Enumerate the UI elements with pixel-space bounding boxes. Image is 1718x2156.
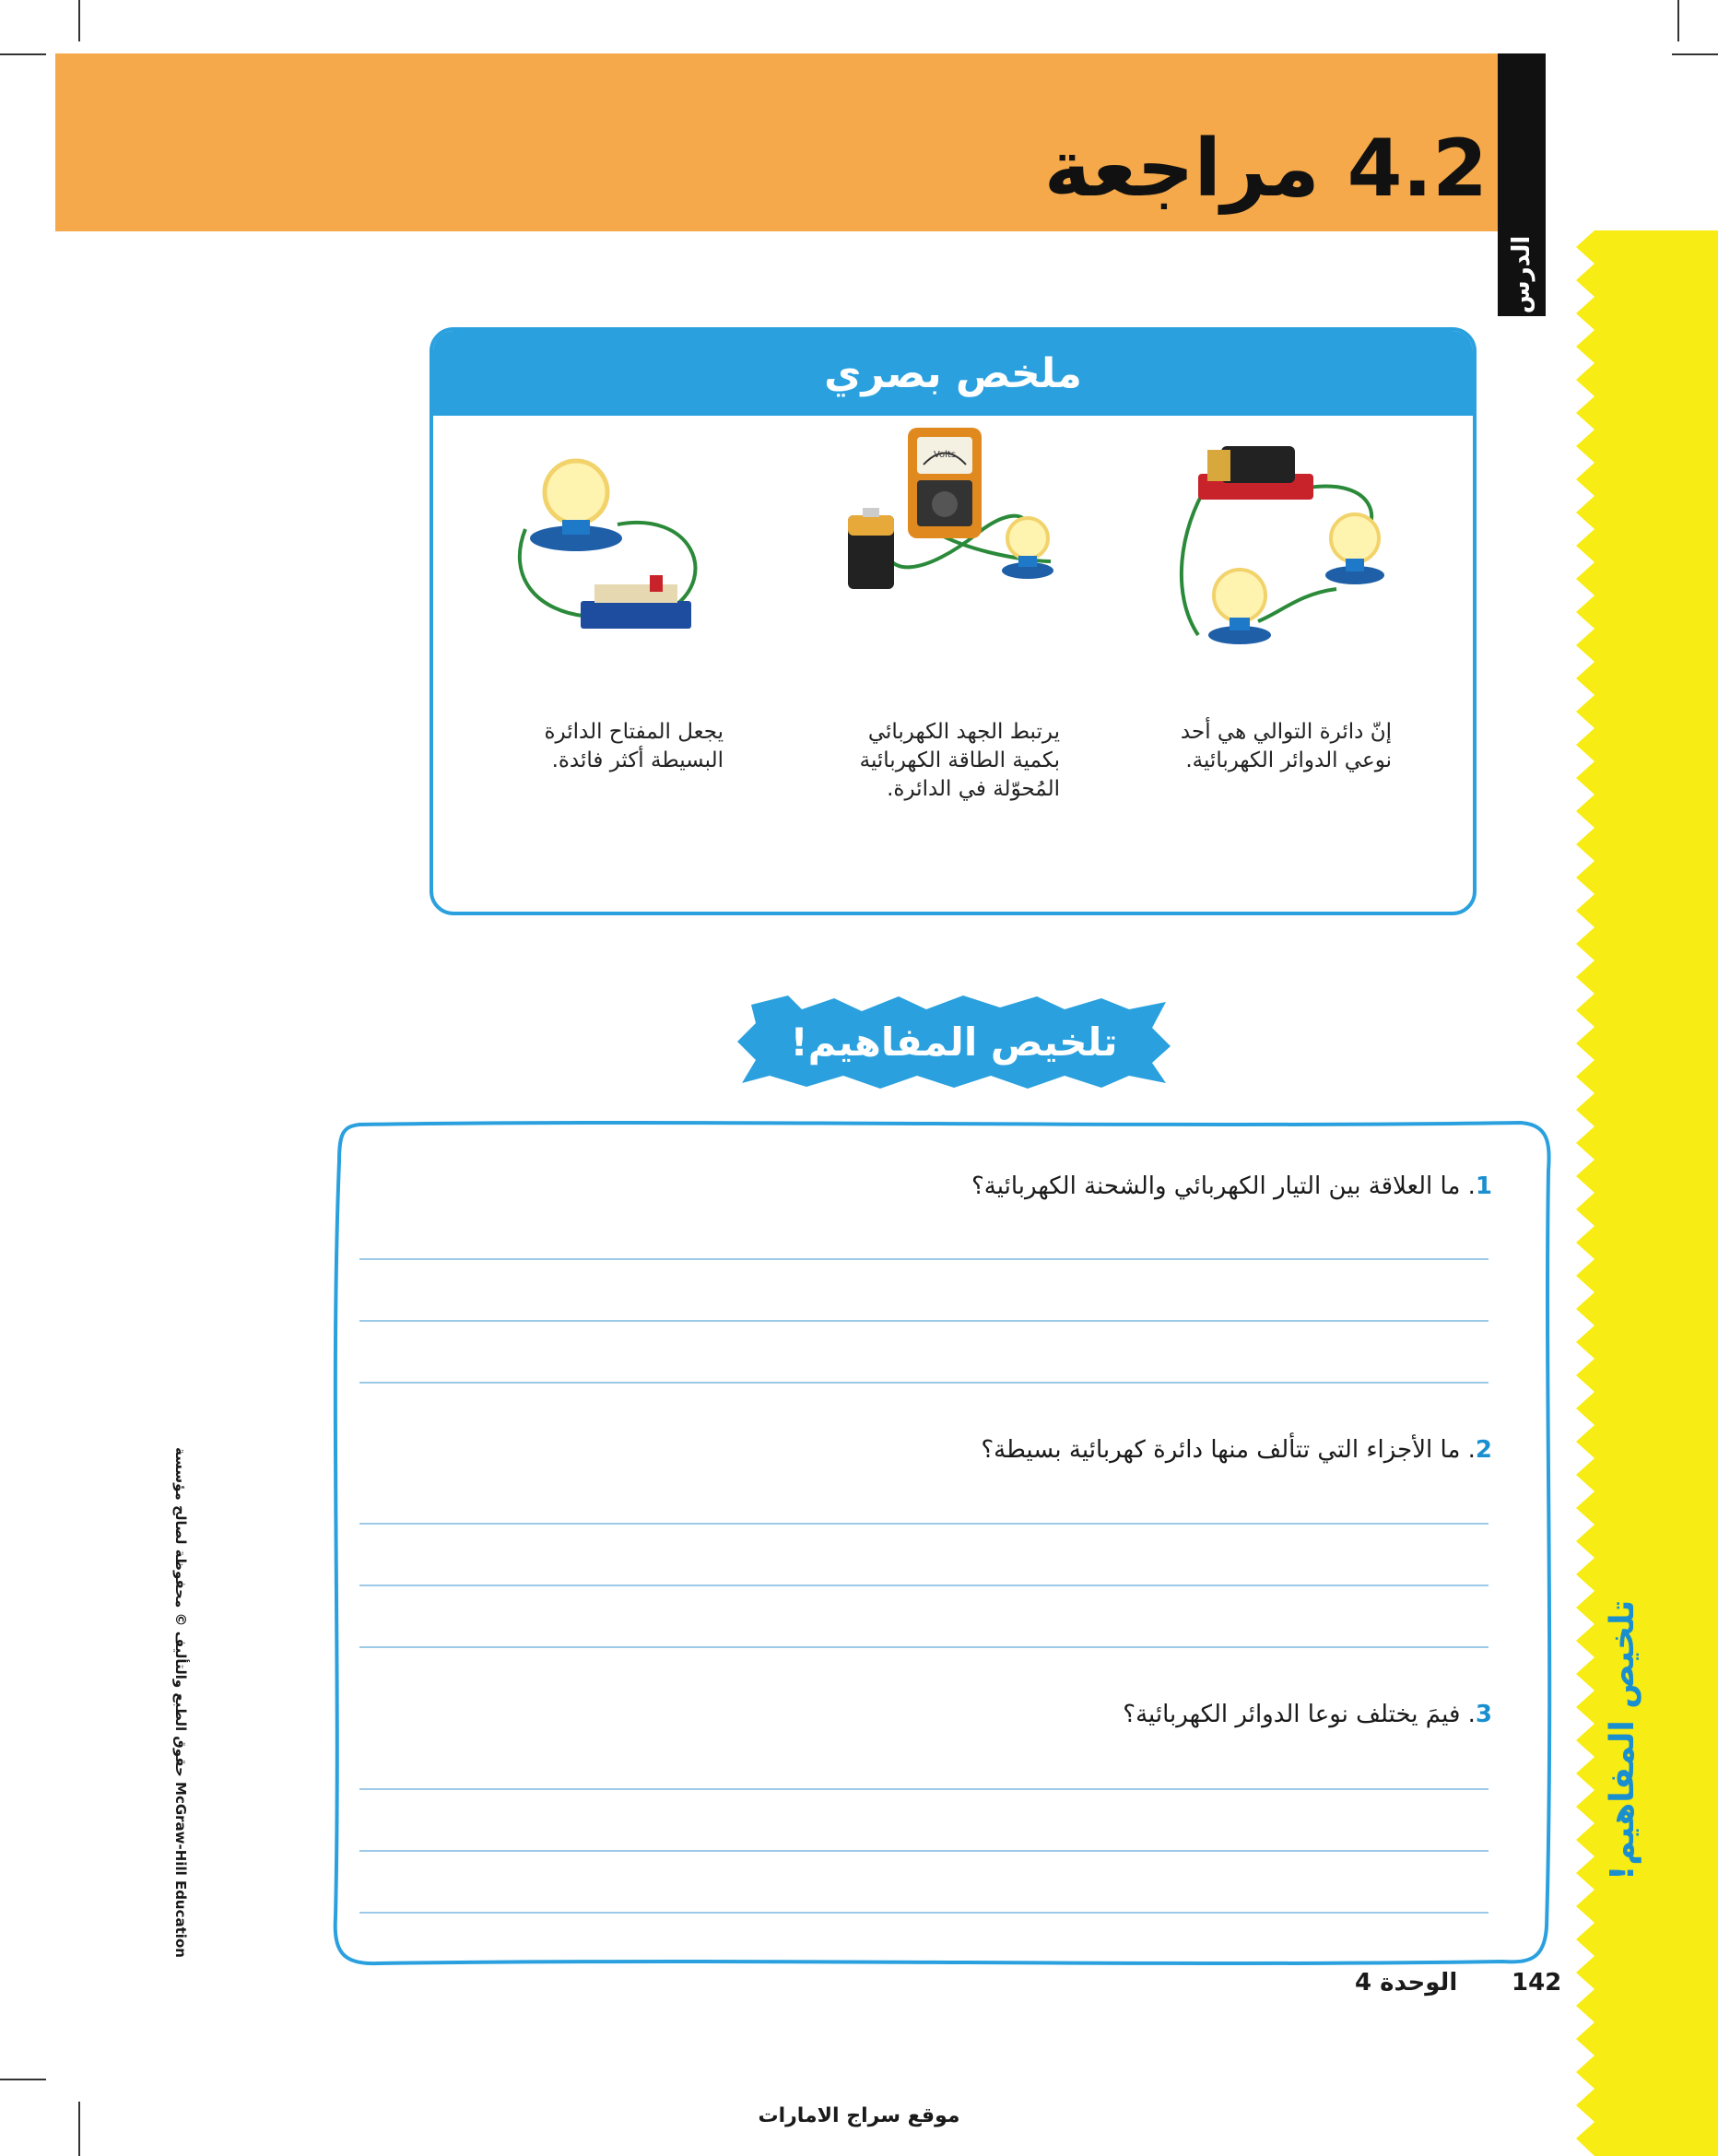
question-text: . ما الأجزاء التي تتألف منها دائرة كهربائية بسيطة؟: [981, 1436, 1476, 1464]
summary-caption-switch: يجعل المفتاح الدائرة البسيطة أكثر فائدة.: [544, 720, 724, 772]
lesson-tab-label: الدرس: [1508, 235, 1536, 314]
answer-line[interactable]: [359, 1912, 1489, 1914]
crop-mark: [1672, 53, 1718, 55]
answer-line[interactable]: [359, 1646, 1489, 1648]
answer-line[interactable]: [359, 1320, 1489, 1322]
visual-summary-heading-bar: [433, 331, 1473, 416]
summary-caption-series: إنّ دائرة التوالي هي أحد نوعي الدوائر الكهربائية.: [1180, 720, 1392, 772]
voltmeter-circuit-image: [820, 423, 1088, 635]
answer-line[interactable]: [359, 1382, 1489, 1384]
summary-caption-voltage: يرتبط الجهد الكهربائي بكمية الطاقة الكهربائية المُحوّلة في الدائرة.: [859, 720, 1060, 801]
switch-circuit-image: [507, 446, 719, 644]
series-circuit-image: [1171, 437, 1392, 644]
answer-line[interactable]: [359, 1258, 1489, 1260]
site-label: موقع سراج الامارات: [758, 2104, 960, 2127]
voltmeter-label: Volts: [933, 450, 957, 460]
crop-mark: [78, 0, 80, 41]
lesson-tab: [1498, 53, 1546, 316]
concept-summary-heading: تلخيص المفاهيم!: [790, 1019, 1118, 1065]
question-number: 3: [1475, 1701, 1492, 1728]
side-strip: [1567, 230, 1718, 2156]
question-2: [981, 1436, 1492, 1464]
crop-mark: [1677, 0, 1679, 41]
answer-line[interactable]: [359, 1585, 1489, 1586]
unit-label: الوحدة 4: [1355, 1969, 1458, 1997]
visual-summary-heading: ملخص بصري: [824, 349, 1082, 397]
copyright-notice: حقوق الطبع والتأليف © محفوظة لصالح مؤسسة McGraw-Hill Education: [172, 1447, 189, 1958]
side-label: تلخيص المفاهيم!: [1604, 1599, 1642, 1880]
answer-line[interactable]: [359, 1523, 1489, 1525]
question-3: [1123, 1701, 1492, 1728]
answer-line[interactable]: [359, 1850, 1489, 1852]
question-text: . ما العلاقة بين التيار الكهربائي والشحنة الكهربائية؟: [971, 1172, 1476, 1200]
concept-summary-banner: [733, 991, 1175, 1092]
crop-mark: [0, 2079, 46, 2080]
question-text: . فيمَ يختلف نوعا الدوائر الكهربائية؟: [1123, 1701, 1476, 1728]
question-number: 1: [1475, 1172, 1492, 1200]
answer-line[interactable]: [359, 1788, 1489, 1790]
page-title: 4.2 مراجعة: [1043, 123, 1488, 215]
page-number: 142: [1512, 1969, 1562, 1997]
question-box: [323, 1115, 1558, 1973]
visual-summary-box: [430, 327, 1477, 915]
crop-mark: [0, 53, 46, 55]
question-number: 2: [1475, 1436, 1492, 1464]
question-1: [971, 1172, 1492, 1200]
